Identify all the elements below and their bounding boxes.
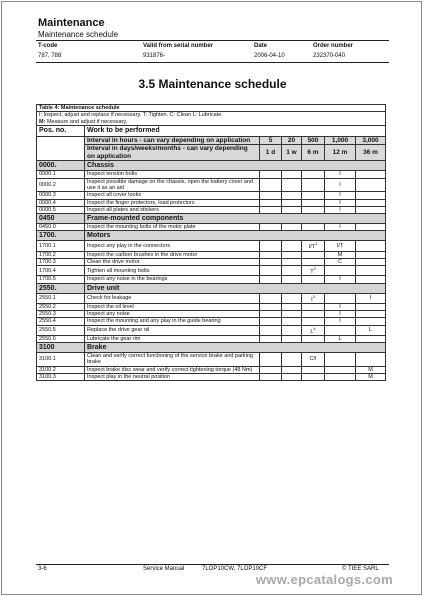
table-row: [37, 178, 386, 192]
interval-cell: [302, 206, 325, 213]
interval-cell: [356, 366, 386, 373]
work-description: Replace the drive gear oil: [85, 325, 260, 335]
interval-cell: [260, 303, 282, 310]
footer-rule: [36, 564, 389, 565]
interval-code: L: [338, 335, 342, 342]
interval-cell: [302, 373, 325, 380]
interval-code: M: [368, 366, 373, 373]
interval-cell: [282, 335, 302, 342]
interval-cell: [282, 192, 302, 199]
interval-cell: [260, 373, 282, 380]
interval-cell: [325, 192, 356, 199]
interval-code: I/T: [308, 244, 316, 251]
pos-number: 0000.5: [37, 206, 85, 213]
days-value: 36 m: [356, 145, 386, 161]
footnote-marker: 2: [313, 266, 316, 272]
work-description: Inspect any noise in the bearings: [85, 276, 260, 283]
section-pos: 3100: [37, 343, 85, 353]
section-title: Chassis: [85, 161, 386, 171]
document-title: Maintenance: [38, 17, 105, 29]
pos-number: 1700.2: [37, 251, 85, 258]
interval-cell: [302, 303, 325, 310]
legend-line-2: Measure and adjust if necessary.: [45, 118, 128, 125]
table-row: [37, 353, 386, 367]
interval-cell: [325, 224, 356, 231]
interval-cell: [282, 258, 302, 265]
interval-cell: [356, 178, 386, 192]
section-heading: 3.5 Maintenance schedule: [138, 77, 287, 91]
meta-value-order: 232370-040: [313, 53, 346, 59]
header-rule-top: [36, 40, 389, 41]
interval-code: C/I: [309, 356, 317, 363]
table-row: [37, 335, 386, 342]
interval-cell: [302, 293, 325, 303]
legend-line-1: I: Inspect, adjust and replace if necessary. T: Tighten. C: Clean L: Lubricate.: [39, 112, 223, 119]
interval-cell: [302, 171, 325, 178]
interval-blank-cell: [37, 136, 85, 161]
pos-number: 2550.2: [37, 303, 85, 310]
interval-cell: [260, 171, 282, 178]
interval-cell: [325, 258, 356, 265]
interval-cell: [356, 303, 386, 310]
table-row: [37, 192, 386, 199]
meta-value-serial: 931876-: [143, 53, 166, 59]
interval-code: I: [369, 295, 372, 302]
work-description: Inspect all cover looks: [85, 192, 260, 199]
interval-cell: [282, 171, 302, 178]
interval-cell: [302, 258, 325, 265]
interval-cell: [260, 366, 282, 373]
interval-cell: [282, 224, 302, 231]
interval-cell: [260, 276, 282, 283]
interval-code: M: [337, 251, 343, 258]
pos-number: 1700.5: [37, 276, 85, 283]
interval-code: I: [311, 296, 313, 303]
interval-cell: [325, 206, 356, 213]
days-value: 1 w: [282, 145, 302, 161]
interval-cell: [260, 335, 282, 342]
interval-cell: [260, 266, 282, 276]
work-description: Inspect the carbon brushes in the drive motor: [85, 251, 260, 258]
interval-cell: [356, 318, 386, 325]
days-value: 6 m: [302, 145, 325, 161]
days-value: 12 m: [325, 145, 356, 161]
section-pos: 1700.: [37, 231, 85, 241]
work-description: Inspect any noise: [85, 311, 260, 318]
interval-cell: [356, 335, 386, 342]
legend-m-key: M:: [39, 118, 46, 125]
section-title: Brake: [85, 343, 386, 353]
work-description: Clean and verify correct functioning of the service brake and parking brake: [85, 353, 260, 367]
hours-value: 3,000: [356, 136, 386, 145]
table-row: [37, 311, 386, 318]
interval-cell: [356, 206, 386, 213]
interval-cell: [302, 199, 325, 206]
interval-cell: [325, 353, 356, 367]
section-pos: 0000.: [37, 161, 85, 171]
interval-cell: [282, 251, 302, 258]
table-row: [37, 171, 386, 178]
interval-cell: [325, 266, 356, 276]
section-row: [37, 161, 386, 171]
pos-number: 1700.4: [37, 266, 85, 276]
pos-number: 3100.1: [37, 353, 85, 367]
interval-cell: [282, 373, 302, 380]
interval-cell: [260, 241, 282, 251]
pos-number: 0000.3: [37, 192, 85, 199]
document-subtitle: Maintenance schedule: [38, 30, 119, 39]
pos-number: 2550.5: [37, 325, 85, 335]
interval-code: I: [339, 171, 341, 178]
interval-cell: [325, 373, 356, 380]
work-description: Inspect the mounting and any play in the guide bearing: [85, 318, 260, 325]
section-row: [37, 283, 386, 293]
interval-cell: [282, 199, 302, 206]
interval-cell: [260, 251, 282, 258]
hours-value: 500: [302, 136, 325, 145]
interval-cell: [260, 311, 282, 318]
header-rule-bottom: [36, 62, 389, 63]
interval-cell: [325, 178, 356, 192]
pos-number: 0450.0: [37, 224, 85, 231]
interval-cell: [260, 258, 282, 265]
interval-code: I: [339, 192, 341, 199]
interval-cell: [356, 258, 386, 265]
interval-cell: [325, 318, 356, 325]
interval-code: M: [368, 373, 373, 380]
interval-cell: [325, 276, 356, 283]
footer-copyright: © TIEE SARL: [342, 566, 379, 572]
interval-code: C: [338, 258, 342, 265]
table-row: [37, 241, 386, 251]
interval-cell: [260, 178, 282, 192]
table-caption: Table 4: Maintenance schedule: [37, 105, 386, 112]
table-row: [37, 206, 386, 213]
interval-cell: [325, 293, 356, 303]
interval-code: I: [339, 276, 341, 283]
interval-cell: [302, 178, 325, 192]
interval-code: I: [339, 206, 341, 213]
interval-cell: [302, 224, 325, 231]
table-row: [37, 293, 386, 303]
hours-interval-label: Interval in hours - can vary depending on application: [85, 136, 260, 145]
hours-value: 5: [260, 136, 282, 145]
table-row: [37, 366, 386, 373]
interval-cell: [282, 266, 302, 276]
interval-cell: [356, 192, 386, 199]
work-description: Inspect all plates and stickers: [85, 206, 260, 213]
section-title: Drive unit: [85, 283, 386, 293]
interval-cell: [325, 311, 356, 318]
interval-cell: [302, 266, 325, 276]
footer-manual: Service Manual: [143, 566, 185, 572]
table-row: [37, 276, 386, 283]
interval-cell: [325, 325, 356, 335]
interval-cell: [325, 366, 356, 373]
interval-cell: [260, 353, 282, 367]
interval-code: I: [339, 318, 341, 325]
work-description: Inspect brake disc wear and verify correct tightening torque (48 Nm): [85, 366, 260, 373]
interval-cell: [356, 293, 386, 303]
interval-cell: [282, 325, 302, 335]
pos-number: 0000.1: [37, 171, 85, 178]
work-description: Inspect possible damage on the chassis, open the battery cover and use it as an aid: [85, 178, 260, 192]
interval-code: I: [339, 181, 341, 188]
section-pos: 0450: [37, 214, 85, 224]
pos-number: 1700.3: [37, 258, 85, 265]
interval-cell: [282, 353, 302, 367]
days-value: 1 d: [260, 145, 282, 161]
table-row: [37, 258, 386, 265]
maintenance-schedule-table: [36, 104, 386, 381]
interval-cell: [356, 373, 386, 380]
pos-number: 2550.6: [37, 335, 85, 342]
interval-cell: [282, 178, 302, 192]
pos-number: 0000.2: [37, 178, 85, 192]
work-description: Inspect the mounting bolts of the motor plate: [85, 224, 260, 231]
interval-cell: [282, 206, 302, 213]
footnote-marker: 1: [315, 241, 318, 247]
watermark: www.epcatalogs.com: [255, 572, 393, 587]
pos-no-header: Pos. no.: [37, 125, 85, 136]
interval-cell: [325, 241, 356, 251]
pos-number: 0000.4: [37, 199, 85, 206]
interval-cell: [302, 311, 325, 318]
interval-code: L: [310, 328, 314, 335]
interval-cell: [302, 325, 325, 335]
interval-cell: [260, 293, 282, 303]
table-row: [37, 251, 386, 258]
interval-cell: [356, 311, 386, 318]
pos-number: 2550.1: [37, 293, 85, 303]
section-row: [37, 214, 386, 224]
interval-cell: [356, 171, 386, 178]
section-title: Motors: [85, 231, 386, 241]
meta-value-date: 2006-04-10: [254, 53, 285, 59]
table-row: [37, 199, 386, 206]
interval-cell: [302, 318, 325, 325]
interval-cell: [260, 325, 282, 335]
pos-number: 3100.3: [37, 373, 85, 380]
meta-label-serial: Valid from serial number: [143, 43, 214, 49]
meta-label-order: Order number: [313, 43, 354, 49]
interval-code: I: [339, 199, 341, 206]
table-row: [37, 266, 386, 276]
interval-cell: [282, 318, 302, 325]
section-row: [37, 343, 386, 353]
interval-cell: [356, 353, 386, 367]
interval-cell: [282, 311, 302, 318]
interval-cell: [356, 276, 386, 283]
interval-code: I: [339, 303, 341, 310]
meta-label-tcode: T-code: [38, 43, 58, 49]
interval-cell: [282, 293, 302, 303]
hours-value: 20: [282, 136, 302, 145]
interval-cell: [260, 199, 282, 206]
interval-cell: [260, 192, 282, 199]
pos-number: 3100.2: [37, 366, 85, 373]
work-description: Clean the drive motor: [85, 258, 260, 265]
interval-cell: [302, 192, 325, 199]
interval-cell: [302, 251, 325, 258]
interval-code: I/T: [336, 242, 344, 249]
interval-cell: [356, 199, 386, 206]
interval-cell: [302, 366, 325, 373]
interval-cell: [356, 266, 386, 276]
interval-cell: [356, 325, 386, 335]
table-row: [37, 325, 386, 335]
interval-code: L: [369, 327, 373, 334]
table-legend: [37, 112, 386, 126]
hours-value: 1,000: [325, 136, 356, 145]
interval-cell: [302, 353, 325, 367]
work-description: Inspect any play in the connectors: [85, 241, 260, 251]
interval-cell: [282, 241, 302, 251]
pos-number: 2550.3: [37, 311, 85, 318]
interval-cell: [282, 366, 302, 373]
interval-cell: [325, 251, 356, 258]
table-row: [37, 303, 386, 310]
meta-value-tcode: 787, 788: [38, 53, 62, 59]
work-description: Inspect the finger protectors, load protectors: [85, 199, 260, 206]
interval-cell: [302, 276, 325, 283]
interval-cell: [356, 224, 386, 231]
section-pos: 2550.: [37, 283, 85, 293]
interval-cell: [356, 251, 386, 258]
meta-label-date: Date: [254, 43, 268, 49]
footnote-marker: 4: [313, 325, 316, 331]
work-description: Inspect the oil level: [85, 303, 260, 310]
interval-cell: [302, 241, 325, 251]
interval-cell: [356, 241, 386, 251]
interval-code: I: [339, 311, 341, 318]
interval-cell: [325, 171, 356, 178]
interval-code: T: [310, 269, 314, 276]
table-row: [37, 373, 386, 380]
table-row: [37, 224, 386, 231]
interval-cell: [260, 318, 282, 325]
footer-page-number: 3-6: [38, 566, 47, 572]
work-description: Check for leakage: [85, 293, 260, 303]
interval-code: I: [339, 224, 341, 231]
interval-cell: [302, 335, 325, 342]
pos-number: 1700.1: [37, 241, 85, 251]
interval-cell: [325, 303, 356, 310]
section-row: [37, 231, 386, 241]
days-interval-label: Interval in days/weeks/months - can vary depending on application: [85, 145, 260, 161]
work-description: Inspect tension bolts: [85, 171, 260, 178]
interval-cell: [260, 224, 282, 231]
work-description: Lubricate the gear rim: [85, 335, 260, 342]
interval-cell: [282, 303, 302, 310]
interval-cell: [282, 276, 302, 283]
interval-cell: [260, 206, 282, 213]
work-description: Tighten all mounting bolts: [85, 266, 260, 276]
footnote-marker: 3: [312, 293, 315, 299]
interval-cell: [325, 199, 356, 206]
pos-number: 2550.4: [37, 318, 85, 325]
section-title: Frame-mounted components: [85, 214, 386, 224]
work-header: Work to be performed: [85, 125, 386, 136]
footer-models: 7LOP10CW, 7LOP10CF: [202, 566, 268, 572]
table-row: [37, 318, 386, 325]
interval-cell: [325, 335, 356, 342]
work-description: Inspect play in the neutral position: [85, 373, 260, 380]
